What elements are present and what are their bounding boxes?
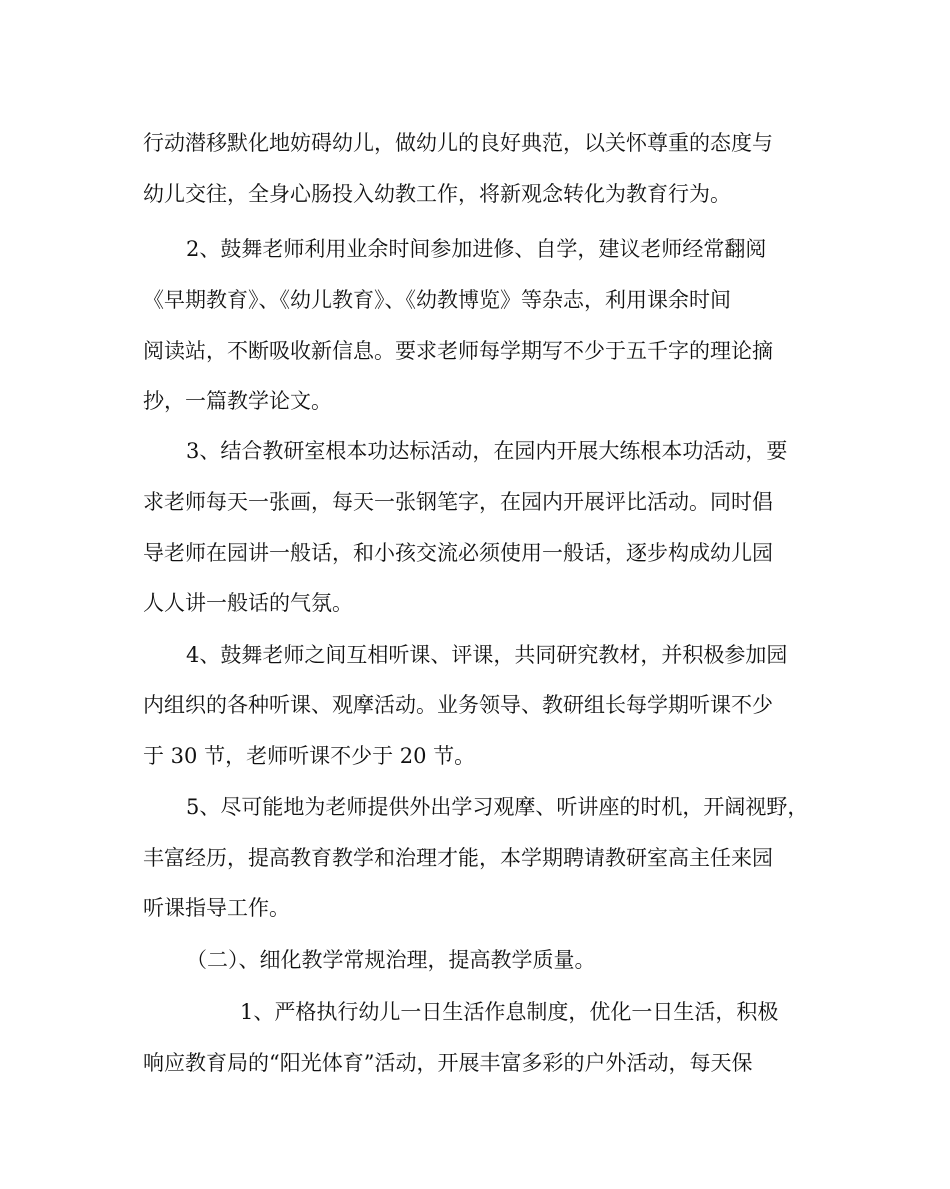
text-line: 《早期教育》、《幼儿教育》、《幼教博览》等杂志，利用课余时间: [143, 288, 731, 312]
text-line: 听课指导工作。: [143, 896, 290, 920]
text-line: 内组织的各种听课、观摩活动。业务领导、教研组长每学期听课不少: [143, 693, 773, 717]
text-line: 求老师每天一张画，每天一张钢笔字，在园内开展评比活动。同时倡: [143, 490, 773, 514]
text-line: 响应教育局的“阳光体育”活动，开展丰富多彩的户外活动，每天保: [143, 1051, 753, 1075]
section-heading: （二）、细化教学常规治理，提高教学质量。: [186, 948, 596, 972]
text-line: 幼儿交往，全身心肠投入幼教工作，将新观念转化为教育行为。: [143, 182, 731, 206]
text-line: 人人讲一般话的气氛。: [143, 591, 353, 615]
text-line: 于 30 节，老师听课不少于 20 节。: [143, 744, 476, 768]
text-line: 丰富经历，提高教育教学和治理才能，本学期聘请教研室高主任来园: [143, 846, 773, 870]
text-line: 阅读站，不断吸收新信息。要求老师每学期写不少于五千字的理论摘: [143, 339, 773, 363]
paragraph-start-line: 4、鼓舞老师之间互相听课、评课，共同研究教材，并积极参加园: [186, 643, 788, 667]
text-line: 行动潜移默化地妨碍幼儿，做幼儿的良好典范，以关怀尊重的态度与: [143, 131, 773, 155]
text-line: 导老师在园讲一般话，和小孩交流必须使用一般话，逐步构成幼儿园: [143, 541, 773, 565]
paragraph-start-line: 3、结合教研室根本功达标活动，在园内开展大练根本功活动，要: [186, 439, 788, 463]
paragraph-start-line: 1、严格执行幼儿一日生活作息制度，优化一日生活，积极: [240, 1000, 779, 1024]
paragraph-start-line: 2、鼓舞老师利用业余时间参加进修、自学，建议老师经常翻阅: [186, 237, 767, 261]
text-line: 抄，一篇教学论文。: [143, 389, 332, 413]
paragraph-start-line: 5、尽可能地为老师提供外出学习观摩、听讲座的时机，开阔视野，: [186, 795, 809, 819]
